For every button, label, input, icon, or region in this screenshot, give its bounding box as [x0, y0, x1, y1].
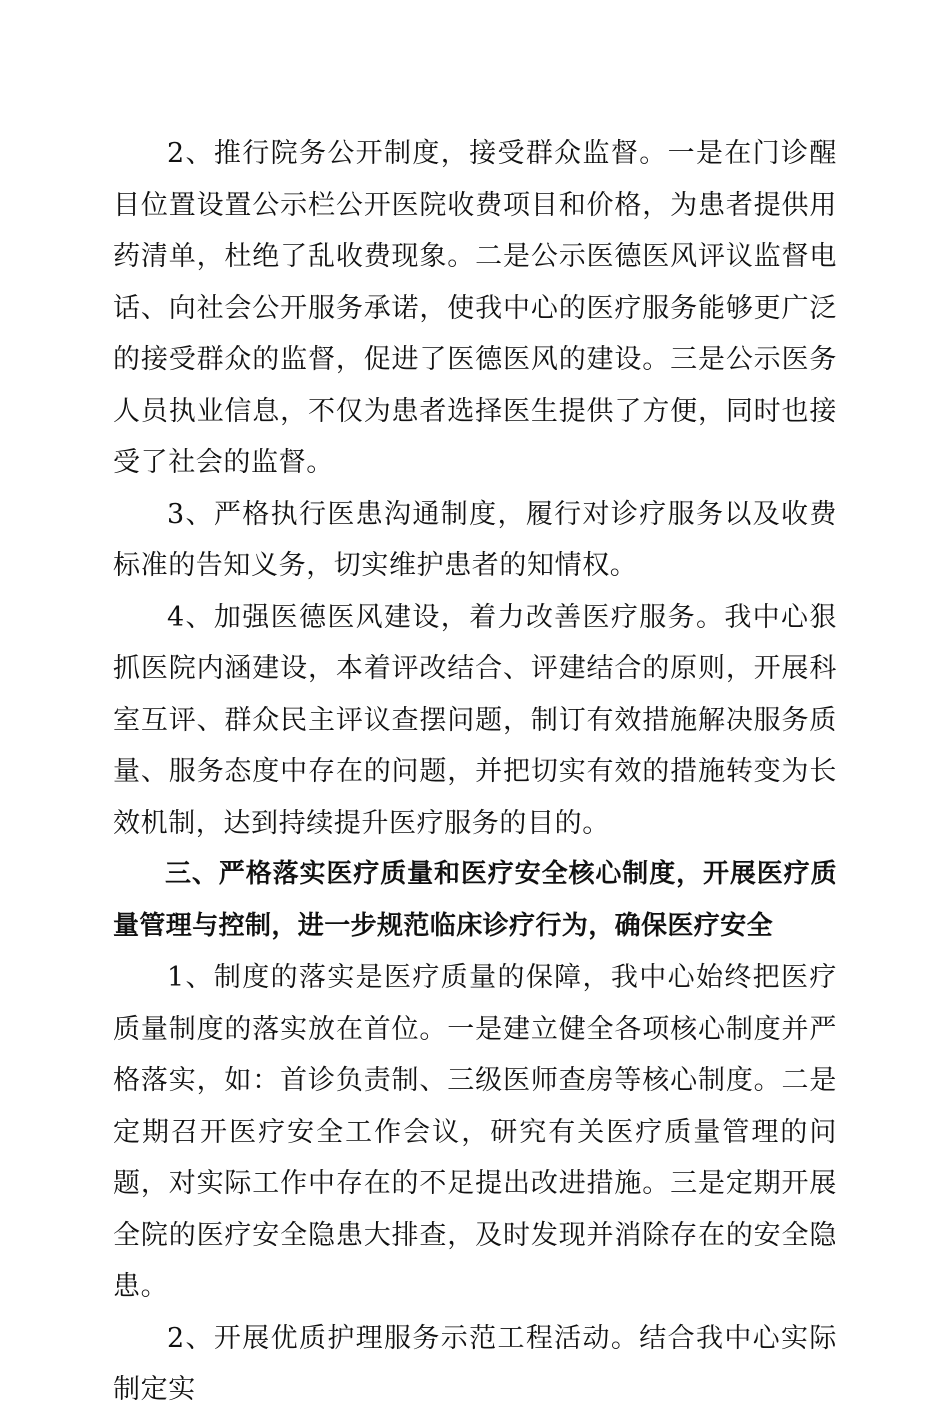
document-page: [113, 128, 837, 1416]
paragraph-system-implementation: 1、制度的落实是医疗质量的保障，我中心始终把医疗质量制度的落实放在首位。一是建立健全各项核心制度并严格落实，如：首诊负责制、三级医师查房等核心制度。二是定期召开医疗安全工作会议，研究有关医疗质量管理的问题，对实际工作中存在的不足提出改进措施。三是定期开展全院的医疗安全隐患大排查，及时发现并消除存在的安全隐患。: [113, 962, 837, 1302]
section-heading-medical-quality: 三、严格落实医疗质量和医疗安全核心制度，开展医疗质量管理与控制，进一步规范临床诊疗行为，确保医疗安全: [113, 859, 837, 941]
paragraph-nursing-service: 2、开展优质护理服务示范工程活动。结合我中心实际制定实: [113, 1322, 837, 1405]
paragraph-hospital-affairs-disclosure: 2、推行院务公开制度，接受群众监督。一是在门诊醒目位置设置公示栏公开医院收费项目和价格，为患者提供用药清单，杜绝了乱收费现象。二是公示医德医风评议监督电话、向社会公开服务承诺，使我中心的医疗服务能够更广泛的接受群众的监督，促进了医德医风的建设。三是公示医务人员执业信息，不仅为患者选择医生提供了方便，同时也接受了社会的监督。: [113, 138, 837, 478]
paragraph-medical-ethics: 4、加强医德医风建设，着力改善医疗服务。我中心狠抓医院内涵建设，本着评改结合、评建结合的原则，开展科室互评、群众民主评议查摆问题，制订有效措施解决服务质量、服务态度中存在的问题，并把切实有效的措施转变为长效机制，达到持续提升医疗服务的目的。: [113, 601, 837, 839]
paragraph-doctor-patient-communication: 3、严格执行医患沟通制度，履行对诊疗服务以及收费标准的告知义务，切实维护患者的知情权。: [113, 498, 837, 581]
